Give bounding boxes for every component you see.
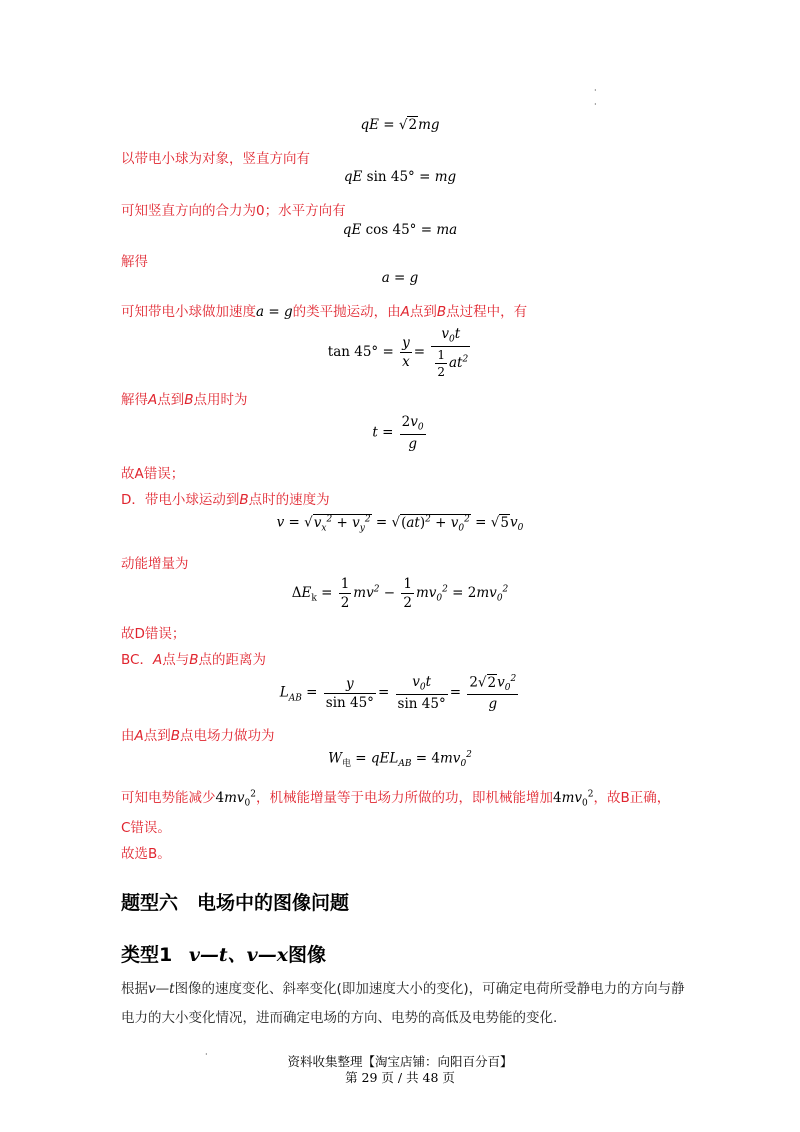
formula-vertical-balance: qE sin 45° = mg: [343, 169, 457, 185]
text-line: 由A点到B点电场力做功为: [121, 728, 275, 744]
formula-work: $W_电 = qEL_{AB} = 4mv_0^2$: [328, 750, 472, 770]
formula-tan45: tan 45° = $\frac{y}{x}$ = $v_0t$ $\frac{1}{2}$ $at^2$: [327, 326, 469, 379]
text-line: BC．A点与B点的距离为: [121, 652, 266, 668]
footer-dot: ·: [205, 1050, 208, 1059]
formula-time: t = $\frac{2v_0}{g}$: [372, 414, 424, 452]
text-line: 故选B。: [121, 846, 171, 862]
formula-horizontal: qE cos 45° = ma: [342, 222, 458, 238]
section-heading: 题型六 电场中的图像问题: [121, 892, 350, 914]
corner-dot: ·: [594, 86, 597, 95]
text-line: 可知带电小球做加速度a = g的类平抛运动，由A点到B点过程中，有: [121, 304, 528, 320]
formula-distance: $L_{AB}$ = $\frac{y}{\sin 45^\circ}$ = $\frac{v_0t}{\sin 45^\circ}$ = $\frac{2√2v_0^2}{g}$: [279, 674, 517, 713]
text-line: 可知竖直方向的合力为0；水平方向有: [121, 203, 346, 219]
text-line: 故A错误；: [121, 466, 185, 482]
subsection-heading: 类型1 v—t、v—x图像: [121, 944, 327, 966]
footer-source: 资料收集整理【淘宝店铺：向阳百分百】: [287, 1054, 513, 1069]
text-line: 故D错误；: [121, 626, 186, 642]
formula-a-equals-g: a = g: [381, 270, 419, 286]
text-line: 以带电小球为对象，竖直方向有: [121, 151, 310, 167]
text-line: 动能增量为: [121, 556, 189, 572]
section-paragraph: 根据v—t图像的速度变化、斜率变化(即加速度大小的变化)，可确定电荷所受静电力的方向与静电力的大小变化情况，进而确定电场的方向、电势的高低及电势能的变化.: [121, 981, 685, 1026]
formula-qE-sqrt2mg: qE = √2mg: [360, 117, 440, 133]
text-line: 解得A点到B点用时为: [121, 392, 248, 408]
formula-velocity: $v = √v_x^2 + v_y^2 = √(at)^2 + v_0^2 = √5v_0$: [276, 514, 524, 534]
text-line: C错误。: [121, 820, 171, 836]
formula-kinetic-energy: $\Delta E_k$ = $\frac{1}{2}$ $mv^2$ − $\frac{1}{2}$ $mv_0^2 = 2mv_0^2$: [291, 576, 509, 611]
text-line: D．带电小球运动到B点时的速度为: [121, 492, 330, 508]
footer-page-number: 第 29 页 / 共 48 页: [345, 1070, 455, 1085]
text-line: 解得: [121, 254, 148, 270]
text-line: 可知电势能减少$4mv_0^2$，机械能增量等于电场力所做的功，即机械能增加$4mv_0^2$，故B正确，: [121, 789, 671, 809]
corner-dot: ·: [594, 100, 597, 109]
